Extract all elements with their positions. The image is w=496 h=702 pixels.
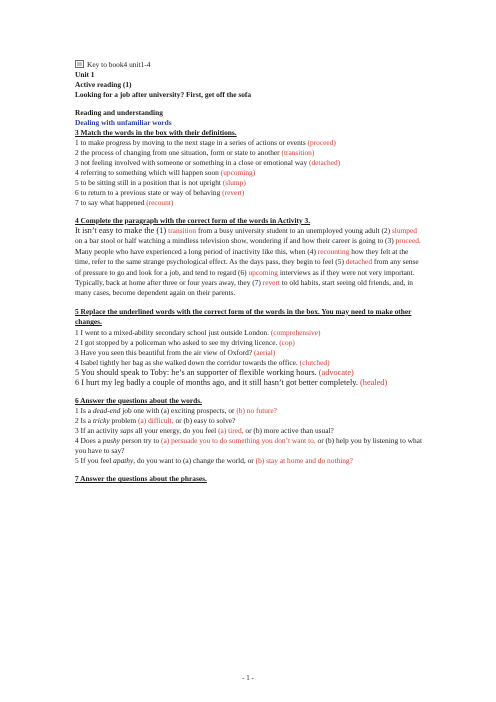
doc-title: Key to book4 unit1-4 [87, 60, 151, 69]
list-item: 3 If an activity saps all your energy, do you feel (a) tired, or (b) more active than usual? [75, 425, 334, 435]
q4-title: 4 Complete the paragraph with the correct form of the words in Activity 3. [75, 216, 311, 225]
list-item: 7 to say what happened (recount) [75, 198, 174, 207]
answer: (a) tired, [218, 425, 244, 435]
answer: (a) difficult, [138, 415, 174, 425]
list-item: 6 to return to a previous state or way of behaving (revert) [75, 188, 245, 197]
list-item: 1 to make progress by moving to the next stage in a series of actions or events (proceed) [75, 138, 336, 147]
answer: slumped [391, 226, 417, 235]
reading-heading: Reading and understanding [75, 108, 163, 117]
list-item: 6 I hurt my leg badly a couple of months ago, and it still hasn’t got better completely. (healed) [75, 377, 388, 387]
answer: (aerial) [253, 347, 276, 357]
list-item: 4 Isabel tightly her bag as she walked down the corridor towards the office. (clutched) [75, 357, 330, 367]
answer: detached [345, 257, 373, 267]
q5-title: 5 Replace the underlined words with the correct form of the words in the box. You may need to make other changes. [75, 306, 412, 327]
answer: (healed) [360, 377, 388, 387]
answer: upcoming [248, 267, 278, 277]
answer: transition [168, 226, 197, 235]
list-item: 2 I got stopped by a policeman who asked to see my driving licence. (cop) [75, 337, 295, 347]
answer: (transition) [281, 148, 315, 157]
list-item: 5 If you feel apathy, do you want to (a) change the world, or (b) stay at home and do nothing? [75, 456, 353, 466]
answer: (slump) [222, 178, 246, 187]
list-item: 4 referring to something which will happen soon (upcoming) [75, 168, 256, 177]
q5-list [75, 328, 430, 388]
answer: (cop) [279, 337, 295, 347]
q7-title: 7 Answer the questions about the phrases. [75, 474, 207, 484]
answer: proceed [395, 236, 419, 246]
answer: (comprehensive) [270, 327, 321, 337]
doc-header [75, 60, 430, 70]
list-item: 2 the process of changing from one situation, form or state to another (transition) [75, 148, 315, 157]
answer: (upcoming) [220, 168, 256, 177]
answer: (proceed) [307, 138, 336, 147]
q6-title: 6 Answer the questions about the words. [75, 395, 202, 405]
answer: (detached) [309, 158, 341, 167]
document-mark-icon [75, 60, 84, 68]
list-item: 5 You should speak to Toby: he’s an supporter of flexible working hours. (advocate) [75, 367, 354, 377]
list-item: 4 Does a pushy person try to (a) persuade you to do something you don’t want to, or (b) help you by listening to what you have to say? [75, 435, 422, 456]
unit-label: Unit 1 [75, 70, 95, 79]
section-label: Active reading (1) [75, 80, 132, 89]
q3-title: 3 Match the words in the box with their definitions. [75, 128, 237, 137]
answer: (advocate) [318, 367, 354, 377]
list-item: 3 not feeling involved with someone or something in a close or emotional way (detached) [75, 158, 341, 167]
answer: revert [262, 278, 280, 288]
answer: (b) no future? [236, 405, 277, 415]
list-item: 1 I went to a mixed-ability secondary school just outside London. (comprehensive) [75, 327, 321, 337]
answer: (revert) [222, 188, 245, 197]
answer: (b) stay at home and do nothing? [255, 456, 353, 466]
list-item: 2 Is a tricky problem (a) difficult, or (b) easy to solve? [75, 415, 236, 425]
q3-list [75, 138, 430, 208]
answer: (clutched) [299, 357, 330, 367]
list-item: 3 Have you seen this beautiful from the air view of Oxford? (aerial) [75, 347, 276, 357]
answer: recounting [317, 246, 350, 256]
answer: (a) persuade you to do something you don’t want to, [161, 435, 316, 445]
article-title: Looking for a job after university? First, get off the sofa [75, 90, 252, 99]
document-body [75, 60, 430, 484]
list-item: 1 Is a dead-end job one with (a) exciting prospects, or (b) no future? [75, 405, 277, 415]
q4-paragraph: It isn’t easy to make the (1) transition from a busy university student to an unemployed young adult (2) slumped on a bar stool or half watching a mindless television show, wondering if and how their career is going to (3) proceed. Many people who have experienced a long period of inactivity like this, when (4) recounting how they felt at the time, refer to the same strange psychological effect. As the days pass, they begin to feel (5) detached from any sense of pressure to go and look for a job, and tend to regard (6) upcoming interviews as if they were not very important. Typically, back at home after three or four years away, they (7) revert to old habits, start seeing old friends, and, in many cases, become dependent again on their parents. [75, 226, 421, 298]
answer: (recount) [146, 198, 174, 207]
list-item: 5 to be sitting still in a position that is not upright (slump) [75, 178, 246, 187]
subheading: Dealing with unfamiliar words [75, 118, 172, 127]
page-number: - 1 - [242, 674, 254, 682]
